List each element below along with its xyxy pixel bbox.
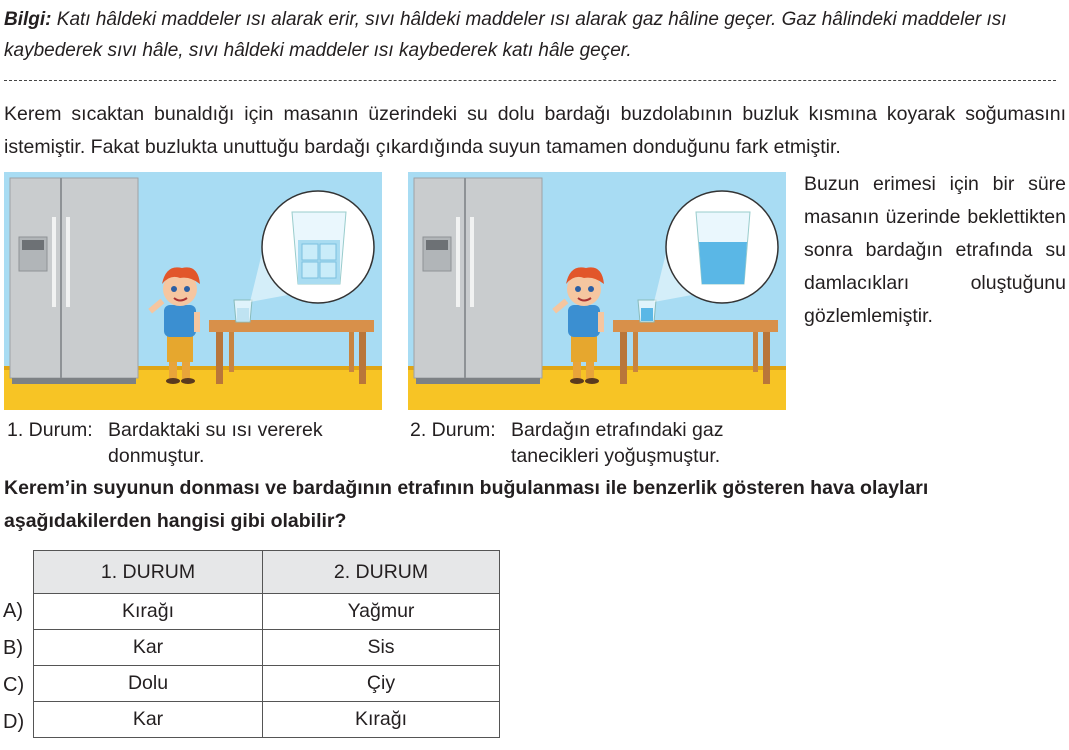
table-row-a[interactable] — [34, 594, 500, 630]
fridge-icon — [414, 178, 542, 384]
table-cell: Sis — [263, 630, 500, 666]
table-cell: Dolu — [34, 666, 263, 702]
option-b-label[interactable]: B) — [3, 637, 23, 659]
dashed-divider — [4, 80, 1056, 81]
caption-1-line2: donmuştur. — [108, 445, 205, 467]
info-block — [4, 4, 1066, 66]
table-cell: Yağmur — [263, 594, 500, 630]
glass-icon — [234, 300, 252, 322]
table-cell: Çiy — [263, 666, 500, 702]
info-text: Katı hâldeki maddeler ısı alarak erir, sıvı hâldeki maddeler ısı alarak gaz hâline geçer. Gaz hâlindeki maddeler ısı kaybederek sıvı hâle, sıvı hâldeki maddeler ısı kaybederek katı hâle geçer. — [4, 9, 1007, 61]
caption-1-line1: Bardaktaki su ısı vererek — [108, 419, 323, 441]
magnified-water-glass-icon — [666, 191, 778, 303]
table-header-row — [34, 551, 500, 594]
answer-table — [33, 550, 500, 738]
magnified-ice-glass-icon — [262, 191, 374, 303]
option-d-label[interactable]: D) — [3, 711, 25, 733]
option-c-label[interactable]: C) — [3, 674, 25, 696]
table-row-b[interactable] — [34, 630, 500, 666]
table-row-d[interactable] — [34, 702, 500, 738]
option-a-label[interactable]: A) — [3, 600, 23, 622]
fridge-icon — [10, 178, 138, 384]
header-durum-1: 1. DURUM — [34, 551, 263, 594]
glass-icon — [638, 300, 656, 322]
caption-1-label: 1. Durum: — [7, 419, 93, 441]
header-durum-2: 2. DURUM — [263, 551, 500, 594]
caption-2-line2: tanecikleri yoğuşmuştur. — [511, 445, 721, 467]
caption-2-line1: Bardağın etrafındaki gaz — [511, 419, 724, 441]
scene-2-illustration — [408, 172, 786, 410]
caption-1 — [7, 416, 397, 472]
scene-1-illustration — [4, 172, 382, 410]
info-label: Bilgi: — [4, 9, 52, 30]
caption-2-label: 2. Durum: — [410, 419, 496, 441]
side-text: Buzun erimesi için bir süre masanın üzerinde beklettikten sonra bardağın etrafında su damlacıkları oluştuğunu gözlemlemiştir. — [804, 173, 1066, 327]
question-text: Kerem’in suyunun donması ve bardağının etrafının buğulanması ile benzerlik gösteren hava olayları aşağıdakilerden hangisi gibi olabilir? — [4, 477, 929, 532]
table-cell: Kırağı — [34, 594, 263, 630]
table-cell: Kar — [34, 630, 263, 666]
table-cell: Kırağı — [263, 702, 500, 738]
story-text: Kerem sıcaktan bunaldığı için masanın üzerindeki su dolu bardağı buzdolabının buzluk kısmına koyarak soğumasını istemiştir. Fakat buzlukta unuttuğu bardağı çıkardığında suyun tamamen donduğunu fark etmiştir. — [4, 103, 1066, 158]
table-cell: Kar — [34, 702, 263, 738]
caption-2 — [410, 416, 800, 472]
table-row-c[interactable] — [34, 666, 500, 702]
